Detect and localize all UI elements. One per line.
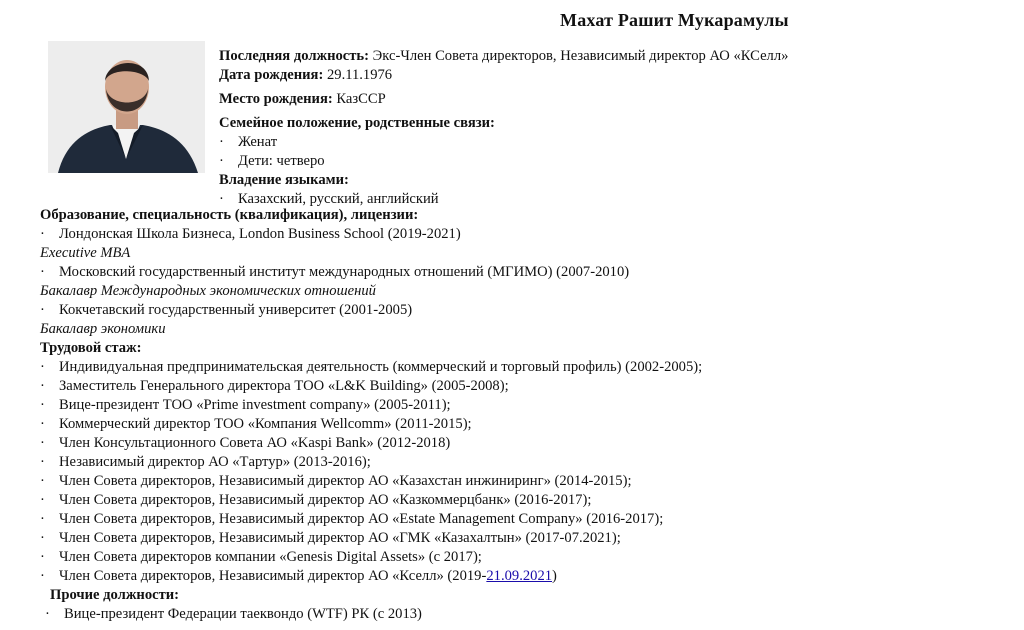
experience-text: Член Совета директоров, Независимый директор АО «Кселл» (2019-: [59, 568, 487, 584]
experience-item: [40, 510, 1000, 529]
bullet: ·: [40, 359, 45, 375]
experience-text: Независимый директор АО «Tартур» (2013-2016);: [59, 454, 371, 470]
family-item-text: Дети: четверо: [238, 153, 325, 169]
education-degree: Бакалавр экономики: [40, 321, 166, 337]
bullet: ·: [40, 226, 45, 242]
last-position: [219, 47, 999, 66]
family-item-text: Женат: [238, 134, 278, 150]
family-item: [219, 133, 999, 152]
person-name: Махат Рашит Мукарамулы: [560, 10, 789, 30]
education-institution: Лондонская Школа Бизнеса, London Business School (2019-2021): [59, 226, 461, 242]
bullet: ·: [219, 153, 224, 169]
education-institution: Московский государственный институт международных отношений (МГИМО) (2007-2010): [59, 264, 630, 280]
experience-item: [40, 377, 1000, 396]
bullet: ·: [40, 511, 45, 527]
birth-place: [219, 90, 999, 109]
experience-item: [40, 434, 1000, 453]
experience-item: [40, 453, 1000, 472]
bullet: ·: [40, 473, 45, 489]
last-position-value: Экс-Член Совета директоров, Независимый директор АО «КСелл»: [369, 48, 789, 64]
other-position-text: Вице-президент Федерации таеквондо (WTF) РК (с 2013): [64, 606, 422, 622]
bullet: ·: [40, 302, 45, 318]
experience-item: [40, 567, 1000, 586]
experience-text: Член Совета директоров, Независимый директор АО «Казкоммерцбанк» (2016-2017);: [59, 492, 592, 508]
experience-item: [40, 548, 1000, 567]
experience-item: [40, 472, 1000, 491]
experience-item: [40, 396, 1000, 415]
family-item: [219, 152, 999, 171]
last-position-label: Последняя должность:: [219, 48, 370, 64]
family-label: Семейное положение, родственные связи:: [219, 115, 495, 131]
experience-text: Индивидуальная предпринимательская деятельность (коммерческий и торговый профиль) (2002-2005);: [59, 359, 703, 375]
education-item: [40, 225, 1000, 244]
experience-item: [40, 529, 1000, 548]
date-link[interactable]: 21.09.2021: [486, 568, 553, 584]
education-institution: Кокчетавский государственный университет (2001-2005): [59, 302, 413, 318]
experience-text: Член Совета директоров компании «Genesis Digital Assets» (с 2017);: [59, 549, 482, 565]
education-label: Образование, специальность (квалификация), лицензии:: [40, 207, 419, 223]
experience-text: Коммерческий директор ТОО «Компания Wellcomm» (2011-2015);: [59, 416, 472, 432]
main-content: [40, 206, 1000, 624]
other-positions-label: Прочие должности:: [50, 587, 180, 603]
bullet: ·: [40, 454, 45, 470]
bullet: ·: [40, 378, 45, 394]
experience-item: [40, 415, 1000, 434]
experience-text: Член Консультационного Совета АО «Kaspi Bank» (2012-2018): [59, 435, 451, 451]
bullet: ·: [40, 530, 45, 546]
bullet: ·: [219, 191, 224, 207]
bullet: ·: [40, 568, 45, 584]
birth-date-value: 29.11.1976: [323, 67, 393, 83]
birth-date-label: Дата рождения:: [219, 67, 324, 83]
experience-text: Вице-президент ТОО «Prime investment company» (2005-2011);: [59, 397, 451, 413]
experience-item: [40, 358, 1000, 377]
bullet: ·: [40, 492, 45, 508]
bullet: ·: [40, 397, 45, 413]
education-degree: Бакалавр Международных экономических отношений: [40, 283, 376, 299]
experience-text: Член Совета директоров, Независимый директор АО «ГМК «Казахалтын» (2017-07.2021);: [59, 530, 621, 546]
other-position-item: [40, 605, 1000, 624]
experience-text: Член Совета директоров, Независимый директор АО «Estate Management Company» (2016-2017);: [59, 511, 664, 527]
languages-label: Владение языками:: [219, 172, 349, 188]
experience-text: Заместитель Генерального директора ТОО «L&K Building» (2005-2008);: [59, 378, 509, 394]
education-degree: Executive MBA: [40, 245, 131, 261]
bullet: ·: [45, 606, 50, 622]
personal-info: [219, 47, 999, 209]
education-item: [40, 263, 1000, 282]
bullet: ·: [40, 549, 45, 565]
experience-text: Член Совета директоров, Независимый директор АО «Казахстан инжиниринг» (2014-2015);: [59, 473, 632, 489]
bullet: ·: [40, 435, 45, 451]
experience-item: [40, 491, 1000, 510]
birth-date: [219, 66, 999, 85]
birth-place-value: КазССР: [332, 91, 386, 107]
bullet: ·: [40, 264, 45, 280]
bullet: ·: [219, 134, 224, 150]
bullet: ·: [40, 416, 45, 432]
education-item: [40, 301, 1000, 320]
birth-place-label: Место рождения:: [219, 91, 333, 107]
experience-text-suffix: ): [552, 568, 557, 584]
profile-photo: [48, 41, 205, 173]
experience-label: Трудовой стаж:: [40, 340, 142, 356]
languages-item-text: Казахский, русский, английский: [238, 191, 439, 207]
